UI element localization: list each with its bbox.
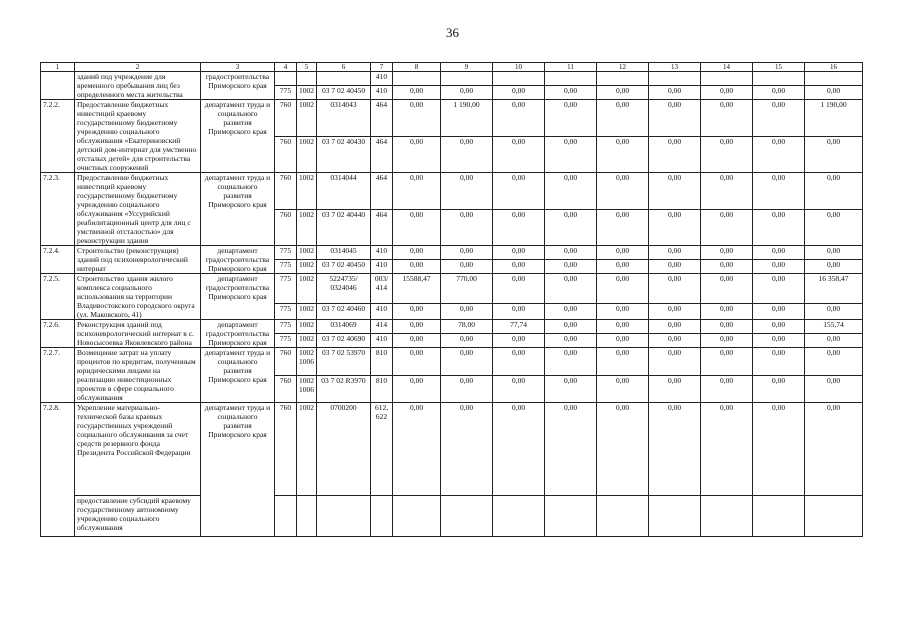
- value-cell: 0,00: [649, 304, 701, 320]
- value-cell: 0,00: [649, 334, 701, 348]
- header-cell: 2: [75, 63, 201, 72]
- cell-c5: 1002: [297, 246, 317, 260]
- row-executor: департамент градостроительства Приморского края: [201, 246, 275, 274]
- cell-c7: 414: [371, 320, 393, 334]
- value-cell: 0,00: [649, 209, 701, 246]
- cell-c7: 410: [371, 72, 393, 86]
- budget-table: [40, 62, 863, 537]
- cell-c6: 5224735/ 0324046: [317, 274, 371, 304]
- value-cell: 0,00: [545, 348, 597, 376]
- header-cell: 8: [393, 63, 441, 72]
- value-cell: 0,00: [753, 403, 805, 496]
- value-cell: 0,00: [753, 274, 805, 304]
- cell-c5: 1002: [297, 209, 317, 246]
- value-cell: 0,00: [545, 209, 597, 246]
- value-cell: 0,00: [753, 304, 805, 320]
- value-cell: 0,00: [493, 173, 545, 210]
- value-cell: 0,00: [649, 86, 701, 100]
- cell-c7: 410: [371, 304, 393, 320]
- row-number: 7.2.4.: [41, 246, 75, 274]
- value-cell: 0,00: [393, 403, 441, 496]
- empty-cell: [441, 496, 493, 537]
- value-cell: 0,00: [649, 173, 701, 210]
- value-cell: 0,00: [393, 348, 441, 376]
- cell-c5: 1002: [297, 173, 317, 210]
- table-row: [41, 496, 863, 537]
- value-cell: 0,00: [545, 274, 597, 304]
- value-cell: 0,00: [701, 173, 753, 210]
- value-cell: 0,00: [701, 246, 753, 260]
- cell-c6: 0314045: [317, 246, 371, 260]
- value-cell: 0,00: [805, 136, 863, 173]
- header-cell: 6: [317, 63, 371, 72]
- cell-c6: 03 7 02 40460: [317, 304, 371, 320]
- row-executor: департамент труда и социального развития Приморского края: [201, 403, 275, 537]
- row-description-sub: предоставление субсидий краевому государственному автономному учреждению социального обслуживания: [75, 496, 201, 537]
- cell-c5: 1002: [297, 274, 317, 304]
- value-cell: 0,00: [393, 334, 441, 348]
- value-cell: 16 358,47: [805, 274, 863, 304]
- row-executor: департамент градостроительства Приморского края: [201, 320, 275, 348]
- value-cell: 78,00: [441, 320, 493, 334]
- value-cell: 0,00: [493, 375, 545, 403]
- cell-c5: 1002 1006: [297, 348, 317, 376]
- value-cell: 0,00: [441, 209, 493, 246]
- value-cell: 0,00: [805, 334, 863, 348]
- value-cell: 0,00: [805, 173, 863, 210]
- row-number: 7.2.7.: [41, 348, 75, 403]
- value-cell: 0,00: [441, 260, 493, 274]
- table-row: [41, 246, 863, 260]
- cell-c7: 410: [371, 260, 393, 274]
- value-cell: 0,00: [441, 375, 493, 403]
- value-cell: 0,00: [393, 100, 441, 137]
- value-cell: 0,00: [701, 334, 753, 348]
- value-cell: 0,00: [493, 209, 545, 246]
- header-cell: 12: [597, 63, 649, 72]
- cell-c4: 760: [275, 403, 297, 496]
- value-cell: 0,00: [649, 260, 701, 274]
- value-cell: [545, 72, 597, 86]
- cell-c5: 1002: [297, 136, 317, 173]
- row-description: Предоставление бюджетных инвестиций краевому государственному бюджетному учреждению социального обслуживания «Уссурийский реабилитационный центр для лиц с умственной отсталостью» для реконструкции здания: [75, 173, 201, 246]
- value-cell: 0,00: [649, 136, 701, 173]
- cell-c6: 0314069: [317, 320, 371, 334]
- row-description: зданий под учреждение для временного пребывания лиц без определенного места жительства: [75, 72, 201, 100]
- empty-cell: [753, 496, 805, 537]
- header-cell: 11: [545, 63, 597, 72]
- row-description: Строительство здания жилого комплекса социального использования на территории Владивостокского городского округа (ул. Маковского, 41): [75, 274, 201, 320]
- value-cell: 0,00: [805, 86, 863, 100]
- header-cell: 13: [649, 63, 701, 72]
- empty-cell: [275, 496, 297, 537]
- cell-c4: [275, 72, 297, 86]
- value-cell: 0,00: [701, 86, 753, 100]
- row-description: Укрепление материально-технической базы краевых государственных учреждений социального обслуживания за счет средств резервного фонда Президента Российской Федерации: [75, 403, 201, 496]
- value-cell: [441, 72, 493, 86]
- value-cell: 0,00: [545, 375, 597, 403]
- table-row: [41, 173, 863, 210]
- cell-c7: 464: [371, 136, 393, 173]
- row-number: 7.2.2.: [41, 100, 75, 173]
- value-cell: 0,00: [493, 334, 545, 348]
- value-cell: 0,00: [753, 348, 805, 376]
- cell-c7: 810: [371, 375, 393, 403]
- value-cell: 0,00: [701, 260, 753, 274]
- table-row: [41, 320, 863, 334]
- cell-c4: 760: [275, 209, 297, 246]
- value-cell: 0,00: [441, 136, 493, 173]
- value-cell: [805, 72, 863, 86]
- value-cell: 0,00: [753, 334, 805, 348]
- row-description: Предоставление бюджетных инвестиций краевому государственному бюджетному учреждению социального обслуживания «Екатериновский детский дом-интернат для умственно отсталых детей» для строительства очистных сооружений: [75, 100, 201, 173]
- value-cell: 0,00: [753, 86, 805, 100]
- header-cell: 9: [441, 63, 493, 72]
- value-cell: 0,00: [805, 375, 863, 403]
- value-cell: 0,00: [753, 136, 805, 173]
- value-cell: 0,00: [805, 304, 863, 320]
- value-cell: 15588,47: [393, 274, 441, 304]
- value-cell: 0,00: [597, 375, 649, 403]
- cell-c6: 03 7 02 40430: [317, 136, 371, 173]
- row-executor: департамент труда и социального развития Приморского края: [201, 348, 275, 403]
- header-cell: 3: [201, 63, 275, 72]
- cell-c5: 1002: [297, 260, 317, 274]
- row-number: 7.2.3.: [41, 173, 75, 246]
- value-cell: 0,00: [701, 304, 753, 320]
- cell-c6: 0700200: [317, 403, 371, 496]
- value-cell: 0,00: [649, 348, 701, 376]
- cell-c7: 464: [371, 209, 393, 246]
- empty-cell: [297, 496, 317, 537]
- cell-c6: [317, 72, 371, 86]
- value-cell: 0,00: [545, 86, 597, 100]
- value-cell: 0,00: [493, 403, 545, 496]
- cell-c6: 03 7 02 40440: [317, 209, 371, 246]
- value-cell: 0,00: [597, 136, 649, 173]
- value-cell: 0,00: [753, 375, 805, 403]
- value-cell: 0,00: [393, 320, 441, 334]
- cell-c5: 1002: [297, 320, 317, 334]
- header-cell: 5: [297, 63, 317, 72]
- value-cell: 77,74: [493, 320, 545, 334]
- value-cell: 0,00: [493, 274, 545, 304]
- cell-c4: 775: [275, 260, 297, 274]
- cell-c5: 1002: [297, 403, 317, 496]
- value-cell: 0,00: [545, 100, 597, 137]
- row-number: [41, 72, 75, 100]
- value-cell: 0,00: [805, 348, 863, 376]
- value-cell: 0,00: [393, 86, 441, 100]
- value-cell: 0,00: [441, 173, 493, 210]
- value-cell: 0,00: [805, 403, 863, 496]
- value-cell: 0,00: [701, 209, 753, 246]
- cell-c7: 003/ 414: [371, 274, 393, 304]
- value-cell: 0,00: [493, 86, 545, 100]
- row-executor: департамент труда и социального развития Приморского края: [201, 100, 275, 173]
- value-cell: 0,00: [545, 246, 597, 260]
- header-row: [41, 63, 863, 72]
- value-cell: 0,00: [493, 246, 545, 260]
- cell-c7: 464: [371, 100, 393, 137]
- cell-c5: 1002: [297, 304, 317, 320]
- value-cell: 0,00: [393, 246, 441, 260]
- value-cell: 0,00: [597, 348, 649, 376]
- value-cell: 0,00: [545, 136, 597, 173]
- value-cell: 0,00: [393, 375, 441, 403]
- value-cell: [393, 72, 441, 86]
- value-cell: 0,00: [597, 403, 649, 496]
- cell-c7: 810: [371, 348, 393, 376]
- value-cell: 0,00: [545, 334, 597, 348]
- value-cell: 0,00: [441, 86, 493, 100]
- header-cell: 4: [275, 63, 297, 72]
- header-cell: 16: [805, 63, 863, 72]
- value-cell: 0,00: [545, 320, 597, 334]
- value-cell: [753, 72, 805, 86]
- value-cell: 0,00: [805, 209, 863, 246]
- value-cell: 0,00: [493, 260, 545, 274]
- value-cell: [701, 72, 753, 86]
- empty-cell: [493, 496, 545, 537]
- value-cell: 0,00: [701, 348, 753, 376]
- value-cell: 0,00: [393, 209, 441, 246]
- cell-c6: 0314044: [317, 173, 371, 210]
- row-executor: департамент градостроительства Приморского края: [201, 274, 275, 320]
- cell-c4: 775: [275, 246, 297, 260]
- value-cell: 0,00: [597, 274, 649, 304]
- empty-cell: [371, 496, 393, 537]
- value-cell: 0,00: [597, 334, 649, 348]
- cell-c4: 760: [275, 348, 297, 376]
- value-cell: 0,00: [393, 304, 441, 320]
- value-cell: 0,00: [597, 86, 649, 100]
- value-cell: 0,00: [441, 403, 493, 496]
- empty-cell: [701, 496, 753, 537]
- empty-cell: [317, 496, 371, 537]
- cell-c5: [297, 72, 317, 86]
- empty-cell: [649, 496, 701, 537]
- value-cell: 0,00: [597, 173, 649, 210]
- value-cell: 0,00: [441, 304, 493, 320]
- value-cell: 0,00: [649, 246, 701, 260]
- value-cell: 0,00: [441, 348, 493, 376]
- cell-c4: 775: [275, 86, 297, 100]
- cell-c4: 775: [275, 320, 297, 334]
- value-cell: 0,00: [597, 320, 649, 334]
- cell-c7: 410: [371, 334, 393, 348]
- value-cell: 770,00: [441, 274, 493, 304]
- value-cell: 0,00: [597, 209, 649, 246]
- table-row: [41, 403, 863, 496]
- page-number: 36: [446, 25, 459, 40]
- value-cell: 0,00: [753, 246, 805, 260]
- value-cell: 0,00: [493, 100, 545, 137]
- cell-c7: 612, 622: [371, 403, 393, 496]
- cell-c4: 760: [275, 100, 297, 137]
- row-executor: департамент труда и социального развития Приморского края: [201, 173, 275, 246]
- value-cell: 0,00: [701, 274, 753, 304]
- table-row: [41, 348, 863, 376]
- cell-c4: 775: [275, 274, 297, 304]
- cell-c5: 1002: [297, 100, 317, 137]
- value-cell: [493, 72, 545, 86]
- value-cell: 0,00: [393, 173, 441, 210]
- value-cell: 0,00: [701, 320, 753, 334]
- value-cell: 0,00: [805, 260, 863, 274]
- cell-c4: 775: [275, 304, 297, 320]
- cell-c6: 03 7 02 40450: [317, 260, 371, 274]
- value-cell: 0,00: [597, 100, 649, 137]
- row-number: 7.2.5.: [41, 274, 75, 320]
- empty-cell: [545, 496, 597, 537]
- value-cell: 0,00: [597, 260, 649, 274]
- value-cell: 0,00: [493, 304, 545, 320]
- value-cell: 155,74: [805, 320, 863, 334]
- cell-c6: 0314043: [317, 100, 371, 137]
- value-cell: 0,00: [597, 246, 649, 260]
- cell-c6: 03 7 02 R3970: [317, 375, 371, 403]
- value-cell: 0,00: [545, 403, 597, 496]
- value-cell: 0,00: [753, 100, 805, 137]
- table-row: [41, 100, 863, 137]
- row-description: Возмещение затрат на уплату процентов по кредитам, полученным юридическими лицами на реализацию инвестиционных проектов в сфере социального обслуживания: [75, 348, 201, 403]
- value-cell: [649, 72, 701, 86]
- value-cell: 0,00: [441, 246, 493, 260]
- table-row: [41, 72, 863, 86]
- value-cell: 0,00: [805, 246, 863, 260]
- value-cell: 0,00: [393, 136, 441, 173]
- cell-c6: 03 7 02 40450: [317, 86, 371, 100]
- empty-cell: [393, 496, 441, 537]
- cell-c5: 1002: [297, 334, 317, 348]
- value-cell: 0,00: [753, 320, 805, 334]
- cell-c4: 760: [275, 173, 297, 210]
- value-cell: 0,00: [597, 304, 649, 320]
- header-cell: 1: [41, 63, 75, 72]
- header-cell: 15: [753, 63, 805, 72]
- value-cell: 0,00: [649, 100, 701, 137]
- value-cell: 0,00: [701, 136, 753, 173]
- cell-c6: 03 7 02 53970: [317, 348, 371, 376]
- value-cell: 0,00: [545, 173, 597, 210]
- cell-c6: 03 7 02 40690: [317, 334, 371, 348]
- row-number: 7.2.6.: [41, 320, 75, 348]
- value-cell: 0,00: [649, 403, 701, 496]
- value-cell: 0,00: [649, 274, 701, 304]
- table-row: [41, 274, 863, 304]
- value-cell: 0,00: [753, 173, 805, 210]
- row-description: Реконструкция зданий под психоневрологический интернат в с. Новосысоевка Яковлевского района: [75, 320, 201, 348]
- value-cell: 0,00: [753, 260, 805, 274]
- value-cell: 0,00: [493, 348, 545, 376]
- value-cell: 0,00: [441, 334, 493, 348]
- value-cell: 0,00: [545, 260, 597, 274]
- cell-c7: 410: [371, 86, 393, 100]
- cell-c5: 1002: [297, 86, 317, 100]
- cell-c4: 760: [275, 375, 297, 403]
- cell-c7: 410: [371, 246, 393, 260]
- value-cell: 0,00: [753, 209, 805, 246]
- cell-c7: 464: [371, 173, 393, 210]
- row-executor: градостроительства Приморского края: [201, 72, 275, 100]
- cell-c4: 760: [275, 136, 297, 173]
- value-cell: 0,00: [649, 375, 701, 403]
- row-description: Строительство (реконструкция) зданий под психоневрологический интернат: [75, 246, 201, 274]
- header-cell: 10: [493, 63, 545, 72]
- value-cell: 0,00: [701, 375, 753, 403]
- value-cell: 0,00: [649, 320, 701, 334]
- header-cell: 7: [371, 63, 393, 72]
- value-cell: 0,00: [393, 260, 441, 274]
- value-cell: 0,00: [493, 136, 545, 173]
- value-cell: 0,00: [701, 403, 753, 496]
- row-number: 7.2.8.: [41, 403, 75, 537]
- empty-cell: [597, 496, 649, 537]
- value-cell: 1 190,00: [441, 100, 493, 137]
- value-cell: 0,00: [545, 304, 597, 320]
- value-cell: 0,00: [701, 100, 753, 137]
- empty-cell: [805, 496, 863, 537]
- cell-c5: 1002 1006: [297, 375, 317, 403]
- value-cell: 1 190,00: [805, 100, 863, 137]
- cell-c4: 775: [275, 334, 297, 348]
- value-cell: [597, 72, 649, 86]
- header-cell: 14: [701, 63, 753, 72]
